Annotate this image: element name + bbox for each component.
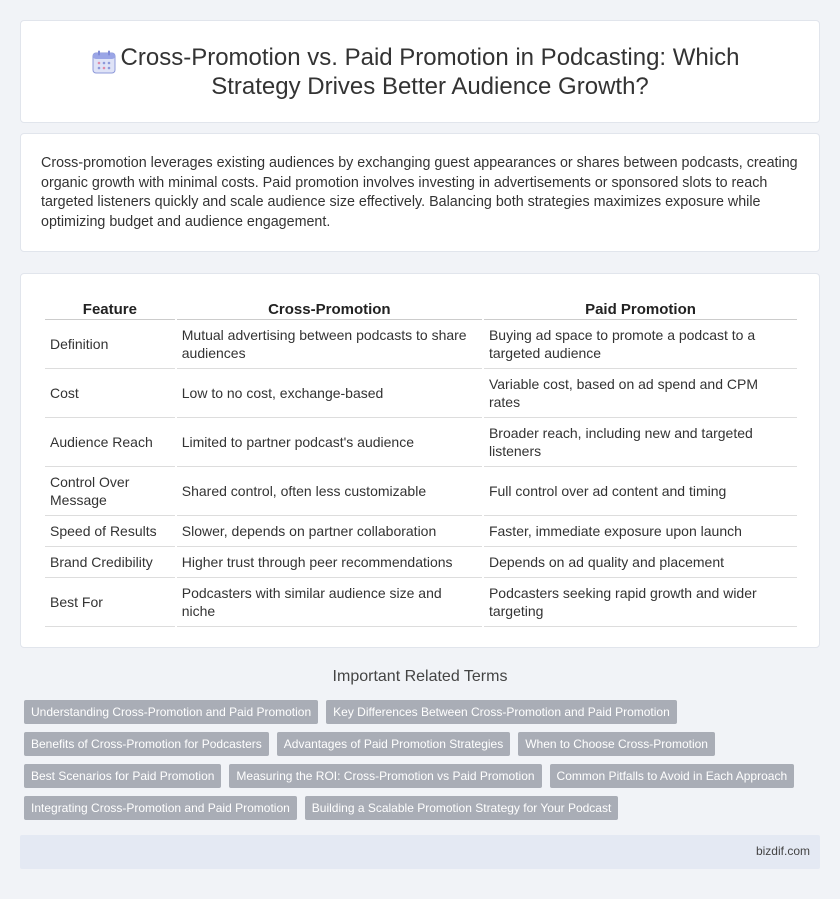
table-row <box>45 578 797 627</box>
row-paid-promotion: Full control over ad content and timing <box>484 467 797 516</box>
tag-row <box>24 732 824 764</box>
table-row <box>45 516 797 547</box>
tag-row <box>24 796 824 828</box>
row-cross-promotion: Limited to partner podcast's audience <box>177 418 482 467</box>
row-feature: Best For <box>45 578 175 627</box>
related-terms-title: Important Related Terms <box>332 668 508 685</box>
table-row <box>45 369 797 418</box>
row-cross-promotion: Low to no cost, exchange-based <box>177 369 482 418</box>
row-cross-promotion: Higher trust through peer recommendations <box>177 547 482 578</box>
intro-card <box>20 133 820 252</box>
related-term-link[interactable]: Building a Scalable Promotion Strategy for Your Podcast <box>305 796 619 820</box>
row-feature: Cost <box>45 369 175 418</box>
related-term-link[interactable]: Advantages of Paid Promotion Strategies <box>277 732 510 756</box>
row-cross-promotion: Mutual advertising between podcasts to share audiences <box>177 320 482 369</box>
related-term-link[interactable]: Integrating Cross-Promotion and Paid Promotion <box>24 796 297 820</box>
row-paid-promotion: Podcasters seeking rapid growth and wider targeting <box>484 578 797 627</box>
page-title: Cross-Promotion vs. Paid Promotion in Podcasting: Which Strategy Drives Better Audience Growth? <box>120 43 740 100</box>
header-paid-promotion: Paid Promotion <box>484 296 797 320</box>
comparison-table-card <box>20 273 820 648</box>
related-term-link[interactable]: Common Pitfalls to Avoid in Each Approach <box>550 764 795 788</box>
row-paid-promotion: Variable cost, based on ad spend and CPM rates <box>484 369 797 418</box>
row-cross-promotion: Slower, depends on partner collaboration <box>177 516 482 547</box>
header-cross-promotion: Cross-Promotion <box>177 296 482 320</box>
related-term-link[interactable]: Measuring the ROI: Cross-Promotion vs Paid Promotion <box>229 764 541 788</box>
row-feature: Control Over Message <box>45 467 175 516</box>
footer-site-link[interactable]: bizdif.com <box>755 844 810 858</box>
table-header-row <box>45 296 797 320</box>
table-row <box>45 547 797 578</box>
title-card <box>20 20 820 123</box>
related-term-link[interactable]: Benefits of Cross-Promotion for Podcasters <box>24 732 269 756</box>
comparison-table <box>43 296 799 627</box>
header-feature: Feature <box>45 296 175 320</box>
row-feature: Speed of Results <box>45 516 175 547</box>
row-paid-promotion: Broader reach, including new and targeted listeners <box>484 418 797 467</box>
row-feature: Brand Credibility <box>45 547 175 578</box>
row-paid-promotion: Buying ad space to promote a podcast to a targeted audience <box>484 320 797 369</box>
tag-row <box>24 700 824 732</box>
tag-row <box>24 764 824 796</box>
related-term-link[interactable]: Best Scenarios for Paid Promotion <box>24 764 221 788</box>
related-term-link[interactable]: Understanding Cross-Promotion and Paid Promotion <box>24 700 318 724</box>
row-cross-promotion: Shared control, often less customizable <box>177 467 482 516</box>
related-terms-list <box>24 700 824 828</box>
related-term-link[interactable]: Key Differences Between Cross-Promotion and Paid Promotion <box>326 700 677 724</box>
row-paid-promotion: Depends on ad quality and placement <box>484 547 797 578</box>
row-feature: Definition <box>45 320 175 369</box>
footer <box>20 835 820 869</box>
table-row <box>45 467 797 516</box>
related-term-link[interactable]: When to Choose Cross-Promotion <box>518 732 715 756</box>
intro-paragraph: Cross-promotion leverages existing audiences by exchanging guest appearances or shares between podcasts, creating organic growth with minimal costs. Paid promotion involves investing in advertisements or sponsored slots to reach targeted listeners quickly and scale audience size effectively. Balancing both strategies maximizes exposure while optimizing budget and audience engagement. <box>41 155 798 230</box>
row-cross-promotion: Podcasters with similar audience size and niche <box>177 578 482 627</box>
table-row <box>45 418 797 467</box>
row-feature: Audience Reach <box>45 418 175 467</box>
row-paid-promotion: Faster, immediate exposure upon launch <box>484 516 797 547</box>
table-row <box>45 320 797 369</box>
